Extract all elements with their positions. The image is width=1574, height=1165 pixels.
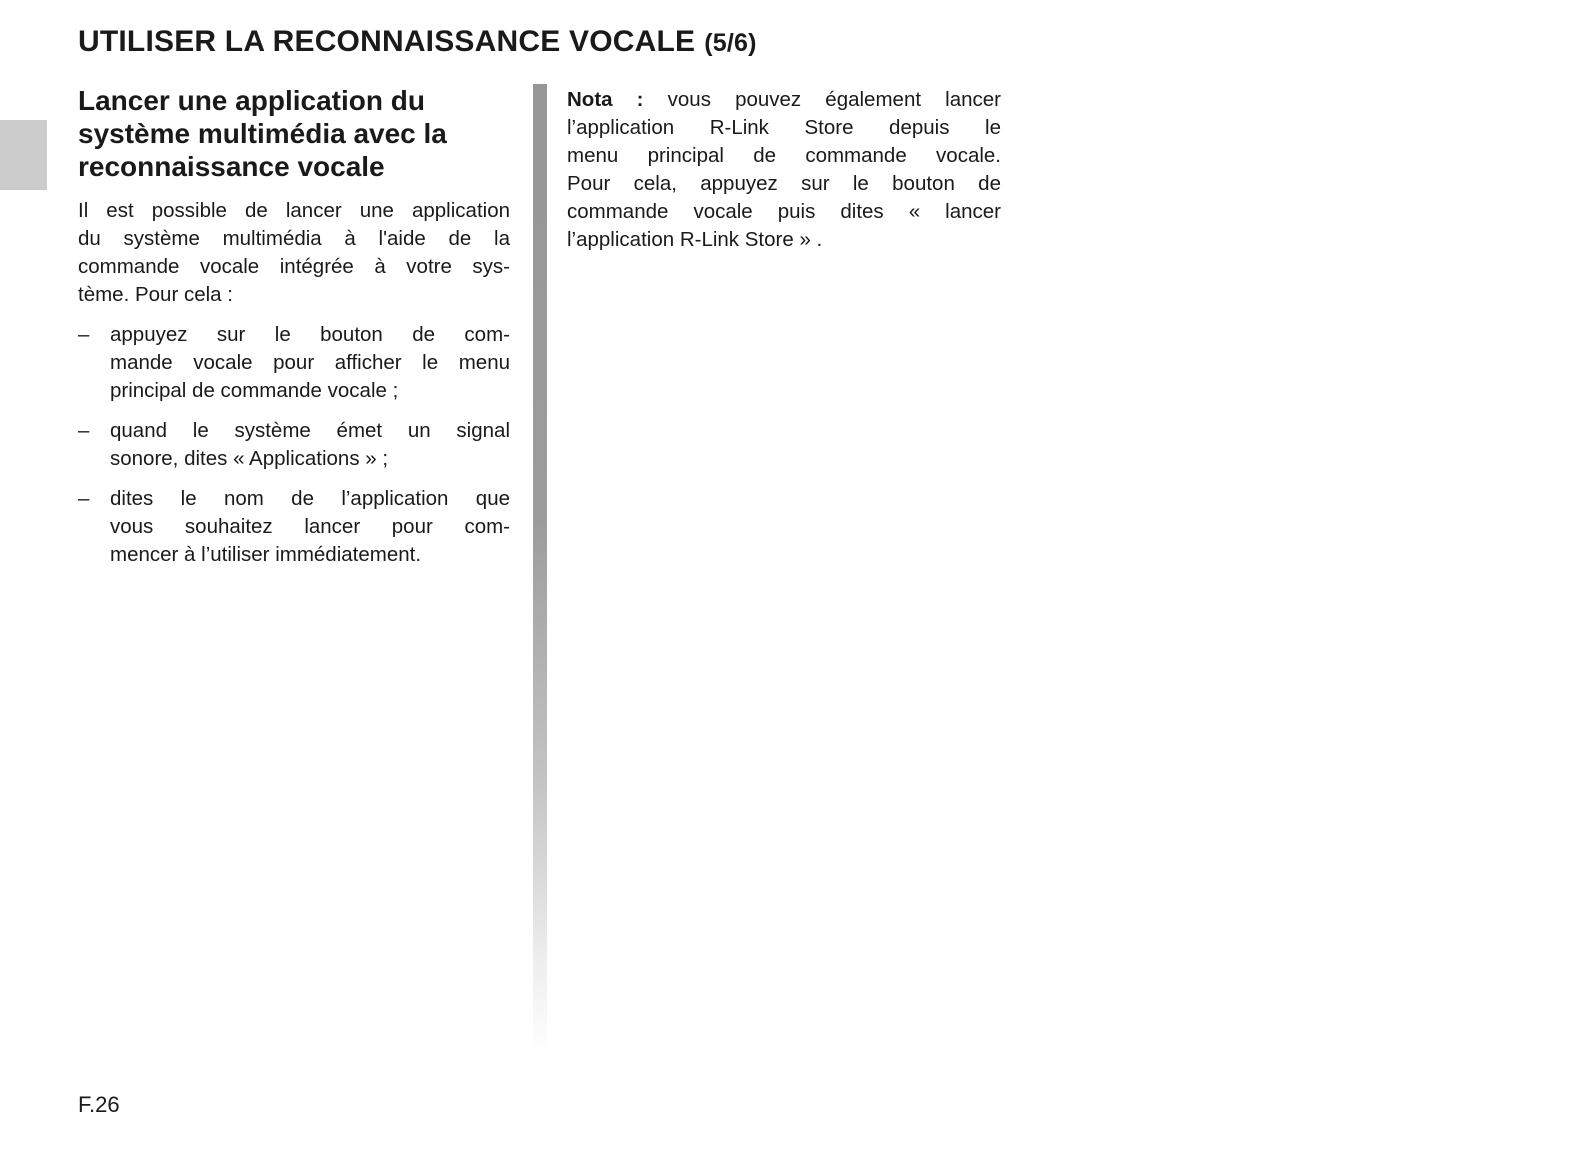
text-line: l’application R-Link Store depuis le xyxy=(567,116,1001,139)
text-line: commande vocale puis dites « lancer xyxy=(567,200,1001,223)
text-line: quand le système émet un signal xyxy=(110,419,510,442)
text-line: principal de commande vocale ; xyxy=(110,379,399,402)
bullet-dash: – xyxy=(78,487,90,510)
column-divider xyxy=(533,84,547,1054)
left-column xyxy=(78,84,510,569)
section-heading xyxy=(78,84,510,183)
text-line: mande vocale pour afficher le menu xyxy=(110,351,510,374)
nota-paragraph xyxy=(567,86,1001,254)
page-number: F.26 xyxy=(78,1092,120,1117)
bullet-item xyxy=(78,485,510,569)
bullet-text xyxy=(110,417,510,473)
nota-label: Nota : xyxy=(567,88,644,111)
text-line: l’application R-Link Store » . xyxy=(567,228,823,251)
bullet-text xyxy=(110,321,510,405)
nota-first-line xyxy=(567,86,1001,114)
text-line: Il est possible de lancer une application xyxy=(78,199,510,222)
bullet-dash: – xyxy=(78,419,90,442)
page-title xyxy=(78,25,757,59)
nota-rest-lines xyxy=(567,114,1001,254)
page-title-text: UTILISER LA RECONNAISSANCE VOCALE xyxy=(78,25,696,58)
text-line: système multimédia avec la xyxy=(78,118,447,149)
text-line: appuyez sur le bouton de com- xyxy=(110,323,510,346)
text-line: vous souhaitez lancer pour com- xyxy=(110,515,510,538)
text-line: menu principal de commande vocale. xyxy=(567,144,1001,167)
right-column xyxy=(567,86,1001,254)
text-line: Pour cela, appuyez sur le bouton de xyxy=(567,172,1001,195)
bullet-text xyxy=(110,485,510,569)
text-line: du système multimédia à l'aide de la xyxy=(78,227,510,250)
text-line: Lancer une application du xyxy=(78,85,425,116)
page-title-suffix: (5/6) xyxy=(704,29,757,57)
text-line: tème. Pour cela : xyxy=(78,283,233,306)
text-line: commande vocale intégrée à votre sys- xyxy=(78,255,510,278)
text-line: sonore, dites « Applications » ; xyxy=(110,447,389,470)
text-line: reconnaissance vocale xyxy=(78,151,385,182)
text-line: dites le nom de l’application que xyxy=(110,487,510,510)
edge-tab-marker xyxy=(0,120,47,190)
nota-first-line-rest: vous pouvez également lancer xyxy=(643,88,1001,111)
bullet-item xyxy=(78,321,510,405)
bullet-dash: – xyxy=(78,323,90,346)
intro-paragraph xyxy=(78,197,510,309)
bullet-item xyxy=(78,417,510,473)
text-line: mencer à l’utiliser immédiatement. xyxy=(110,543,422,566)
